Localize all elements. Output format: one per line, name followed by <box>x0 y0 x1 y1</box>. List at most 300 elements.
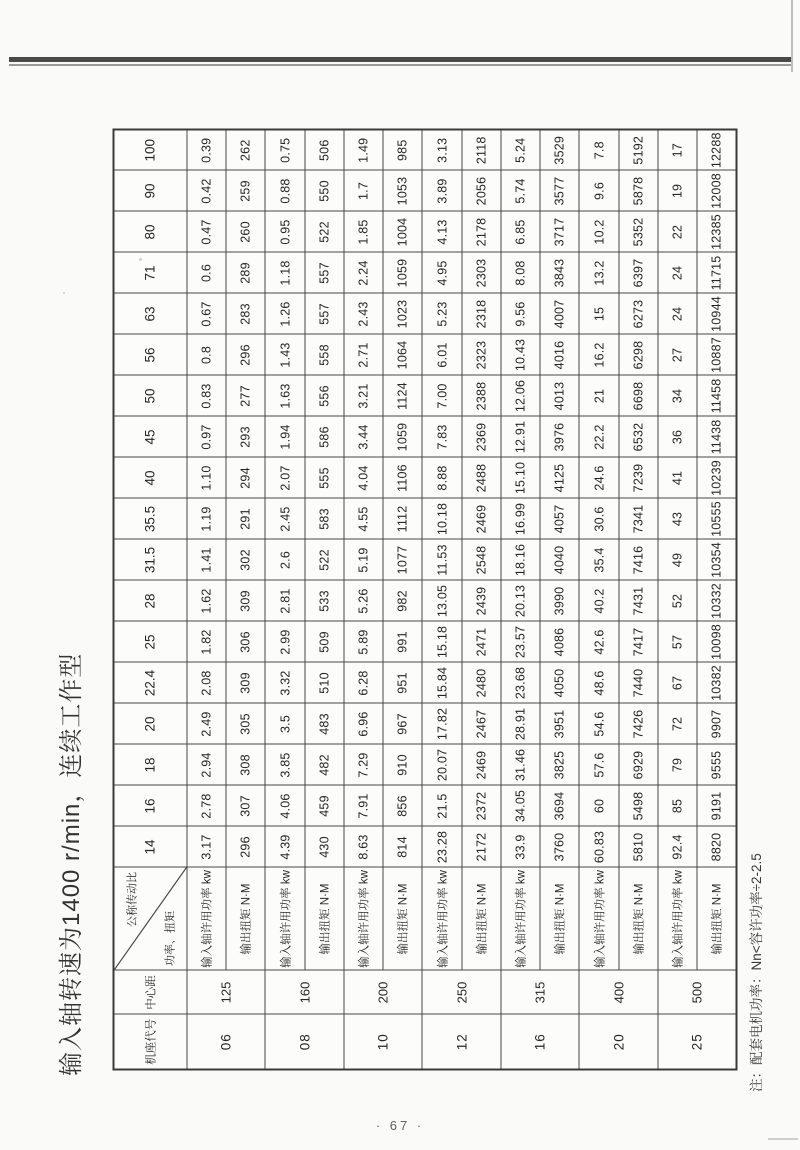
power-row-label: 输入轴许用功率 kw <box>579 867 618 970</box>
torque-value-cell: 3825 <box>540 744 579 785</box>
torque-value-cell: 2480 <box>461 662 500 703</box>
torque-value-cell: 296 <box>226 334 265 375</box>
power-value-cell: 24.6 <box>579 457 618 498</box>
power-value-cell: 7.00 <box>422 375 461 416</box>
torque-value-cell: 6929 <box>618 744 657 785</box>
power-value-cell: 5.19 <box>343 539 382 580</box>
torque-value-cell: 2303 <box>461 252 500 293</box>
torque-value-cell: 951 <box>383 662 422 703</box>
power-value-cell: 31.46 <box>500 744 539 785</box>
torque-value-cell: 10555 <box>697 498 736 539</box>
power-row <box>343 129 382 1069</box>
torque-value-cell: 2118 <box>461 129 500 170</box>
power-value-cell: 1.49 <box>343 129 382 170</box>
top-rule-thick <box>9 57 793 62</box>
power-value-cell: 72 <box>657 703 696 744</box>
torque-value-cell: 2323 <box>461 334 500 375</box>
frame-code-cell: 06 <box>186 1014 265 1069</box>
power-value-cell: 2.81 <box>265 580 304 621</box>
gear-ratings-table <box>112 128 737 1070</box>
torque-value-cell: 430 <box>304 826 343 867</box>
torque-value-cell: 558 <box>304 334 343 375</box>
torque-value-cell: 307 <box>226 785 265 826</box>
torque-value-cell: 4013 <box>540 375 579 416</box>
ratio-header-cell: 20 <box>113 703 186 744</box>
power-value-cell: 27 <box>657 334 696 375</box>
ratio-header-cell: 16 <box>113 785 186 826</box>
power-value-cell: 2.43 <box>343 293 382 334</box>
torque-value-cell: 1023 <box>383 293 422 334</box>
frame-code-cell: 12 <box>422 1014 501 1069</box>
power-value-cell: 1.82 <box>186 621 225 662</box>
power-value-cell: 2.45 <box>265 498 304 539</box>
torque-value-cell: 2388 <box>461 375 500 416</box>
torque-value-cell: 6298 <box>618 334 657 375</box>
power-value-cell: 4.13 <box>422 211 461 252</box>
power-value-cell: 2.24 <box>343 252 382 293</box>
torque-value-cell: 509 <box>304 621 343 662</box>
power-value-cell: 42.6 <box>579 621 618 662</box>
power-value-cell: 54.6 <box>579 703 618 744</box>
torque-value-cell: 1106 <box>383 457 422 498</box>
power-value-cell: 23.57 <box>500 621 539 662</box>
power-value-cell: 2.78 <box>186 785 225 826</box>
power-value-cell: 41 <box>657 457 696 498</box>
torque-value-cell: 2548 <box>461 539 500 580</box>
torque-value-cell: 2172 <box>461 826 500 867</box>
torque-value-cell: 10944 <box>697 293 736 334</box>
power-value-cell: 57.6 <box>579 744 618 785</box>
torque-value-cell: 7426 <box>618 703 657 744</box>
torque-value-cell: 557 <box>304 252 343 293</box>
power-value-cell: 1.18 <box>265 252 304 293</box>
power-value-cell: 2.07 <box>265 457 304 498</box>
scan-speck <box>63 292 65 294</box>
torque-value-cell: 3976 <box>540 416 579 457</box>
power-value-cell: 1.94 <box>265 416 304 457</box>
power-value-cell: 4.95 <box>422 252 461 293</box>
power-value-cell: 7.29 <box>343 744 382 785</box>
frame-code-header: 机座代号 <box>113 1014 186 1069</box>
power-value-cell: 34 <box>657 375 696 416</box>
power-row-label: 输入轴许用功率 kw <box>343 867 382 970</box>
power-row-label: 输入轴许用功率 kw <box>500 867 539 970</box>
torque-value-cell: 12288 <box>697 129 736 170</box>
torque-value-cell: 556 <box>304 375 343 416</box>
diagonal-bottom-label: 功率、扭矩 <box>163 910 176 966</box>
power-value-cell: 4.04 <box>343 457 382 498</box>
torque-value-cell: 4040 <box>540 539 579 580</box>
power-value-cell: 3.17 <box>186 826 225 867</box>
torque-value-cell: 3990 <box>540 580 579 621</box>
power-row <box>579 129 618 1069</box>
power-value-cell: 21.5 <box>422 785 461 826</box>
power-value-cell: 0.39 <box>186 129 225 170</box>
torque-row <box>540 129 579 1069</box>
power-value-cell: 1.43 <box>265 334 304 375</box>
power-value-cell: 5.26 <box>343 580 382 621</box>
torque-value-cell: 11715 <box>697 252 736 293</box>
frame-code-cell: 16 <box>500 1014 579 1069</box>
power-value-cell: 23.68 <box>500 662 539 703</box>
power-value-cell: 4.39 <box>265 826 304 867</box>
torque-value-cell: 8820 <box>697 826 736 867</box>
torque-value-cell: 910 <box>383 744 422 785</box>
torque-value-cell: 10239 <box>697 457 736 498</box>
ratio-header-cell: 31.5 <box>113 539 186 580</box>
torque-value-cell: 3529 <box>540 129 579 170</box>
power-value-cell: 12.06 <box>500 375 539 416</box>
power-value-cell: 20.13 <box>500 580 539 621</box>
power-value-cell: 7.83 <box>422 416 461 457</box>
torque-value-cell: 5878 <box>618 170 657 211</box>
power-value-cell: 79 <box>657 744 696 785</box>
power-value-cell: 1.62 <box>186 580 225 621</box>
torque-value-cell: 2488 <box>461 457 500 498</box>
power-value-cell: 0.6 <box>186 252 225 293</box>
torque-value-cell: 583 <box>304 498 343 539</box>
power-value-cell: 15.84 <box>422 662 461 703</box>
torque-value-cell: 5192 <box>618 129 657 170</box>
power-value-cell: 5.74 <box>500 170 539 211</box>
ratio-header-cell: 90 <box>113 170 186 211</box>
power-value-cell: 20.07 <box>422 744 461 785</box>
torque-row <box>697 129 736 1069</box>
power-row-label: 输入轴许用功率 kw <box>186 867 225 970</box>
torque-value-cell: 10354 <box>697 539 736 580</box>
ratio-header-cell: 18 <box>113 744 186 785</box>
torque-row <box>461 129 500 1069</box>
power-value-cell: 0.47 <box>186 211 225 252</box>
ratio-header-cell: 28 <box>113 580 186 621</box>
power-value-cell: 16.2 <box>579 334 618 375</box>
ratio-header-cell: 100 <box>113 129 186 170</box>
power-value-cell: 17 <box>657 129 696 170</box>
torque-value-cell: 283 <box>226 293 265 334</box>
power-value-cell: 2.08 <box>186 662 225 703</box>
power-value-cell: 15 <box>579 293 618 334</box>
power-value-cell: 10.2 <box>579 211 618 252</box>
power-value-cell: 24 <box>657 293 696 334</box>
torque-value-cell: 296 <box>226 826 265 867</box>
torque-value-cell: 262 <box>226 129 265 170</box>
scan-speck <box>761 905 763 907</box>
power-value-cell: 6.01 <box>422 334 461 375</box>
torque-value-cell: 10382 <box>697 662 736 703</box>
torque-value-cell: 291 <box>226 498 265 539</box>
power-value-cell: 3.44 <box>343 416 382 457</box>
power-value-cell: 16.99 <box>500 498 539 539</box>
power-value-cell: 43 <box>657 498 696 539</box>
power-value-cell: 6.96 <box>343 703 382 744</box>
center-distance-cell: 160 <box>265 970 344 1014</box>
top-rule-thin <box>9 64 793 66</box>
torque-value-cell: 985 <box>383 129 422 170</box>
torque-value-cell: 302 <box>226 539 265 580</box>
power-value-cell: 2.71 <box>343 334 382 375</box>
ratio-header-cell: 50 <box>113 375 186 416</box>
torque-value-cell: 11458 <box>697 375 736 416</box>
power-value-cell: 0.75 <box>265 129 304 170</box>
power-value-cell: 2.6 <box>265 539 304 580</box>
power-row-label: 输入轴许用功率 kw <box>422 867 461 970</box>
ratio-header-cell: 80 <box>113 211 186 252</box>
power-value-cell: 10.18 <box>422 498 461 539</box>
power-value-cell: 3.5 <box>265 703 304 744</box>
power-value-cell: 19 <box>657 170 696 211</box>
power-value-cell: 23.28 <box>422 826 461 867</box>
power-value-cell: 2.99 <box>265 621 304 662</box>
torque-row-label: 输出扭矩 N·M <box>618 867 657 970</box>
torque-value-cell: 4125 <box>540 457 579 498</box>
ratio-header-cell: 56 <box>113 334 186 375</box>
power-value-cell: 7.8 <box>579 129 618 170</box>
scan-corner-artifact <box>768 1138 798 1140</box>
torque-row <box>304 129 343 1069</box>
center-distance-cell: 500 <box>657 970 736 1014</box>
torque-value-cell: 259 <box>226 170 265 211</box>
torque-value-cell: 7431 <box>618 580 657 621</box>
torque-value-cell: 6698 <box>618 375 657 416</box>
power-value-cell: 34.05 <box>500 785 539 826</box>
power-value-cell: 1.41 <box>186 539 225 580</box>
torque-value-cell: 5498 <box>618 785 657 826</box>
power-value-cell: 57 <box>657 621 696 662</box>
torque-value-cell: 305 <box>226 703 265 744</box>
torque-value-cell: 510 <box>304 662 343 703</box>
center-distance-header: 中心距 <box>113 970 186 1014</box>
ratio-header-cell: 45 <box>113 416 186 457</box>
torque-value-cell: 294 <box>226 457 265 498</box>
torque-value-cell: 11438 <box>697 416 736 457</box>
torque-row-label: 输出扭矩 N·M <box>540 867 579 970</box>
power-value-cell: 21 <box>579 375 618 416</box>
torque-value-cell: 1064 <box>383 334 422 375</box>
torque-row-label: 输出扭矩 N·M <box>304 867 343 970</box>
torque-row-label: 输出扭矩 N·M <box>383 867 422 970</box>
torque-value-cell: 308 <box>226 744 265 785</box>
footnote: 注：配套电机功率：Nn<容许功率÷2-2.5 <box>749 853 764 1092</box>
torque-value-cell: 5810 <box>618 826 657 867</box>
torque-value-cell: 2439 <box>461 580 500 621</box>
torque-value-cell: 306 <box>226 621 265 662</box>
power-value-cell: 0.8 <box>186 334 225 375</box>
power-value-cell: 1.19 <box>186 498 225 539</box>
power-row <box>657 129 696 1069</box>
frame-code-cell: 08 <box>265 1014 344 1069</box>
torque-value-cell: 506 <box>304 129 343 170</box>
power-value-cell: 0.67 <box>186 293 225 334</box>
frame-code-cell: 20 <box>579 1014 658 1069</box>
power-value-cell: 9.6 <box>579 170 618 211</box>
ratio-header-cell: 35.5 <box>113 498 186 539</box>
power-value-cell: 11.53 <box>422 539 461 580</box>
torque-value-cell: 1124 <box>383 375 422 416</box>
power-value-cell: 4.55 <box>343 498 382 539</box>
power-value-cell: 7.91 <box>343 785 382 826</box>
power-value-cell: 3.89 <box>422 170 461 211</box>
torque-value-cell: 12385 <box>697 211 736 252</box>
torque-value-cell: 7341 <box>618 498 657 539</box>
diagonal-header-cell <box>113 867 186 970</box>
power-value-cell: 0.42 <box>186 170 225 211</box>
power-value-cell: 15.10 <box>500 457 539 498</box>
power-value-cell: 36 <box>657 416 696 457</box>
power-value-cell: 0.88 <box>265 170 304 211</box>
torque-row-label: 输出扭矩 N·M <box>461 867 500 970</box>
power-value-cell: 3.32 <box>265 662 304 703</box>
power-row-label: 输入轴许用功率 kw <box>657 867 696 970</box>
power-value-cell: 5.23 <box>422 293 461 334</box>
power-value-cell: 9.56 <box>500 293 539 334</box>
torque-value-cell: 856 <box>383 785 422 826</box>
power-value-cell: 0.83 <box>186 375 225 416</box>
scan-speck <box>70 763 73 766</box>
torque-value-cell: 7440 <box>618 662 657 703</box>
torque-value-cell: 4007 <box>540 293 579 334</box>
ratio-header-cell: 71 <box>113 252 186 293</box>
torque-row-label: 输出扭矩 N·M <box>697 867 736 970</box>
torque-value-cell: 3843 <box>540 252 579 293</box>
power-value-cell: 15.18 <box>422 621 461 662</box>
power-row <box>186 129 225 1069</box>
power-value-cell: 6.85 <box>500 211 539 252</box>
center-distance-cell: 250 <box>422 970 501 1014</box>
torque-value-cell: 6532 <box>618 416 657 457</box>
rotated-table-container <box>112 128 737 1070</box>
center-distance-cell: 125 <box>186 970 265 1014</box>
torque-value-cell: 967 <box>383 703 422 744</box>
power-value-cell: 28.91 <box>500 703 539 744</box>
power-value-cell: 1.7 <box>343 170 382 211</box>
torque-value-cell: 3577 <box>540 170 579 211</box>
power-value-cell: 2.94 <box>186 744 225 785</box>
power-value-cell: 24 <box>657 252 696 293</box>
torque-value-cell: 7417 <box>618 621 657 662</box>
torque-value-cell: 2178 <box>461 211 500 252</box>
diagonal-top-label: 公称传动比 <box>126 871 138 927</box>
torque-value-cell: 2318 <box>461 293 500 334</box>
power-row <box>500 129 539 1069</box>
torque-value-cell: 522 <box>304 539 343 580</box>
power-value-cell: 8.88 <box>422 457 461 498</box>
torque-value-cell: 4086 <box>540 621 579 662</box>
torque-value-cell: 7239 <box>618 457 657 498</box>
table-header-row <box>113 129 186 1069</box>
torque-value-cell: 3694 <box>540 785 579 826</box>
power-value-cell: 8.63 <box>343 826 382 867</box>
frame-code-cell: 10 <box>343 1014 422 1069</box>
power-value-cell: 3.21 <box>343 375 382 416</box>
torque-value-cell: 533 <box>304 580 343 621</box>
power-value-cell: 52 <box>657 580 696 621</box>
power-value-cell: 1.85 <box>343 211 382 252</box>
ratio-header-cell: 40 <box>113 457 186 498</box>
ratio-header-cell: 14 <box>113 826 186 867</box>
torque-value-cell: 293 <box>226 416 265 457</box>
power-value-cell: 6.28 <box>343 662 382 703</box>
torque-value-cell: 522 <box>304 211 343 252</box>
torque-value-cell: 3951 <box>540 703 579 744</box>
scan-speck <box>139 258 142 261</box>
power-value-cell: 35.4 <box>579 539 618 580</box>
scan-edge-artifact <box>791 0 793 72</box>
power-value-cell: 13.2 <box>579 252 618 293</box>
power-value-cell: 18.16 <box>500 539 539 580</box>
page-title: 输入轴转速为1400 r/min，连续工作型 <box>58 652 85 1076</box>
power-value-cell: 40.2 <box>579 580 618 621</box>
power-value-cell: 5.89 <box>343 621 382 662</box>
torque-value-cell: 2471 <box>461 621 500 662</box>
torque-value-cell: 1004 <box>383 211 422 252</box>
torque-value-cell: 4016 <box>540 334 579 375</box>
power-value-cell: 3.85 <box>265 744 304 785</box>
torque-value-cell: 5352 <box>618 211 657 252</box>
torque-row-label: 输出扭矩 N·M <box>226 867 265 970</box>
power-value-cell: 48.6 <box>579 662 618 703</box>
torque-value-cell: 482 <box>304 744 343 785</box>
power-value-cell: 60.83 <box>579 826 618 867</box>
power-value-cell: 92.4 <box>657 826 696 867</box>
power-value-cell: 85 <box>657 785 696 826</box>
torque-row <box>618 129 657 1069</box>
torque-value-cell: 2469 <box>461 498 500 539</box>
torque-value-cell: 550 <box>304 170 343 211</box>
torque-row <box>226 129 265 1069</box>
center-distance-cell: 315 <box>500 970 579 1014</box>
power-value-cell: 0.95 <box>265 211 304 252</box>
torque-value-cell: 586 <box>304 416 343 457</box>
power-value-cell: 22 <box>657 211 696 252</box>
torque-value-cell: 6397 <box>618 252 657 293</box>
power-value-cell: 3.13 <box>422 129 461 170</box>
torque-value-cell: 1112 <box>383 498 422 539</box>
power-row <box>422 129 461 1069</box>
torque-value-cell: 814 <box>383 826 422 867</box>
torque-value-cell: 459 <box>304 785 343 826</box>
torque-value-cell: 2467 <box>461 703 500 744</box>
torque-value-cell: 4050 <box>540 662 579 703</box>
torque-value-cell: 555 <box>304 457 343 498</box>
power-value-cell: 5.24 <box>500 129 539 170</box>
torque-value-cell: 1053 <box>383 170 422 211</box>
torque-value-cell: 309 <box>226 580 265 621</box>
power-value-cell: 8.08 <box>500 252 539 293</box>
torque-value-cell: 309 <box>226 662 265 703</box>
power-value-cell: 1.63 <box>265 375 304 416</box>
torque-value-cell: 12008 <box>697 170 736 211</box>
torque-value-cell: 982 <box>383 580 422 621</box>
power-value-cell: 4.06 <box>265 785 304 826</box>
power-value-cell: 30.6 <box>579 498 618 539</box>
torque-value-cell: 1059 <box>383 416 422 457</box>
power-row <box>265 129 304 1069</box>
torque-value-cell: 2469 <box>461 744 500 785</box>
power-value-cell: 1.10 <box>186 457 225 498</box>
ratio-header-cell: 22.4 <box>113 662 186 703</box>
torque-value-cell: 3760 <box>540 826 579 867</box>
torque-value-cell: 6273 <box>618 293 657 334</box>
power-row-label: 输入轴许用功率 kw <box>265 867 304 970</box>
torque-value-cell: 2372 <box>461 785 500 826</box>
torque-value-cell: 7416 <box>618 539 657 580</box>
torque-value-cell: 9555 <box>697 744 736 785</box>
torque-value-cell: 1059 <box>383 252 422 293</box>
power-value-cell: 60 <box>579 785 618 826</box>
torque-value-cell: 260 <box>226 211 265 252</box>
frame-code-cell: 25 <box>657 1014 736 1069</box>
power-value-cell: 67 <box>657 662 696 703</box>
